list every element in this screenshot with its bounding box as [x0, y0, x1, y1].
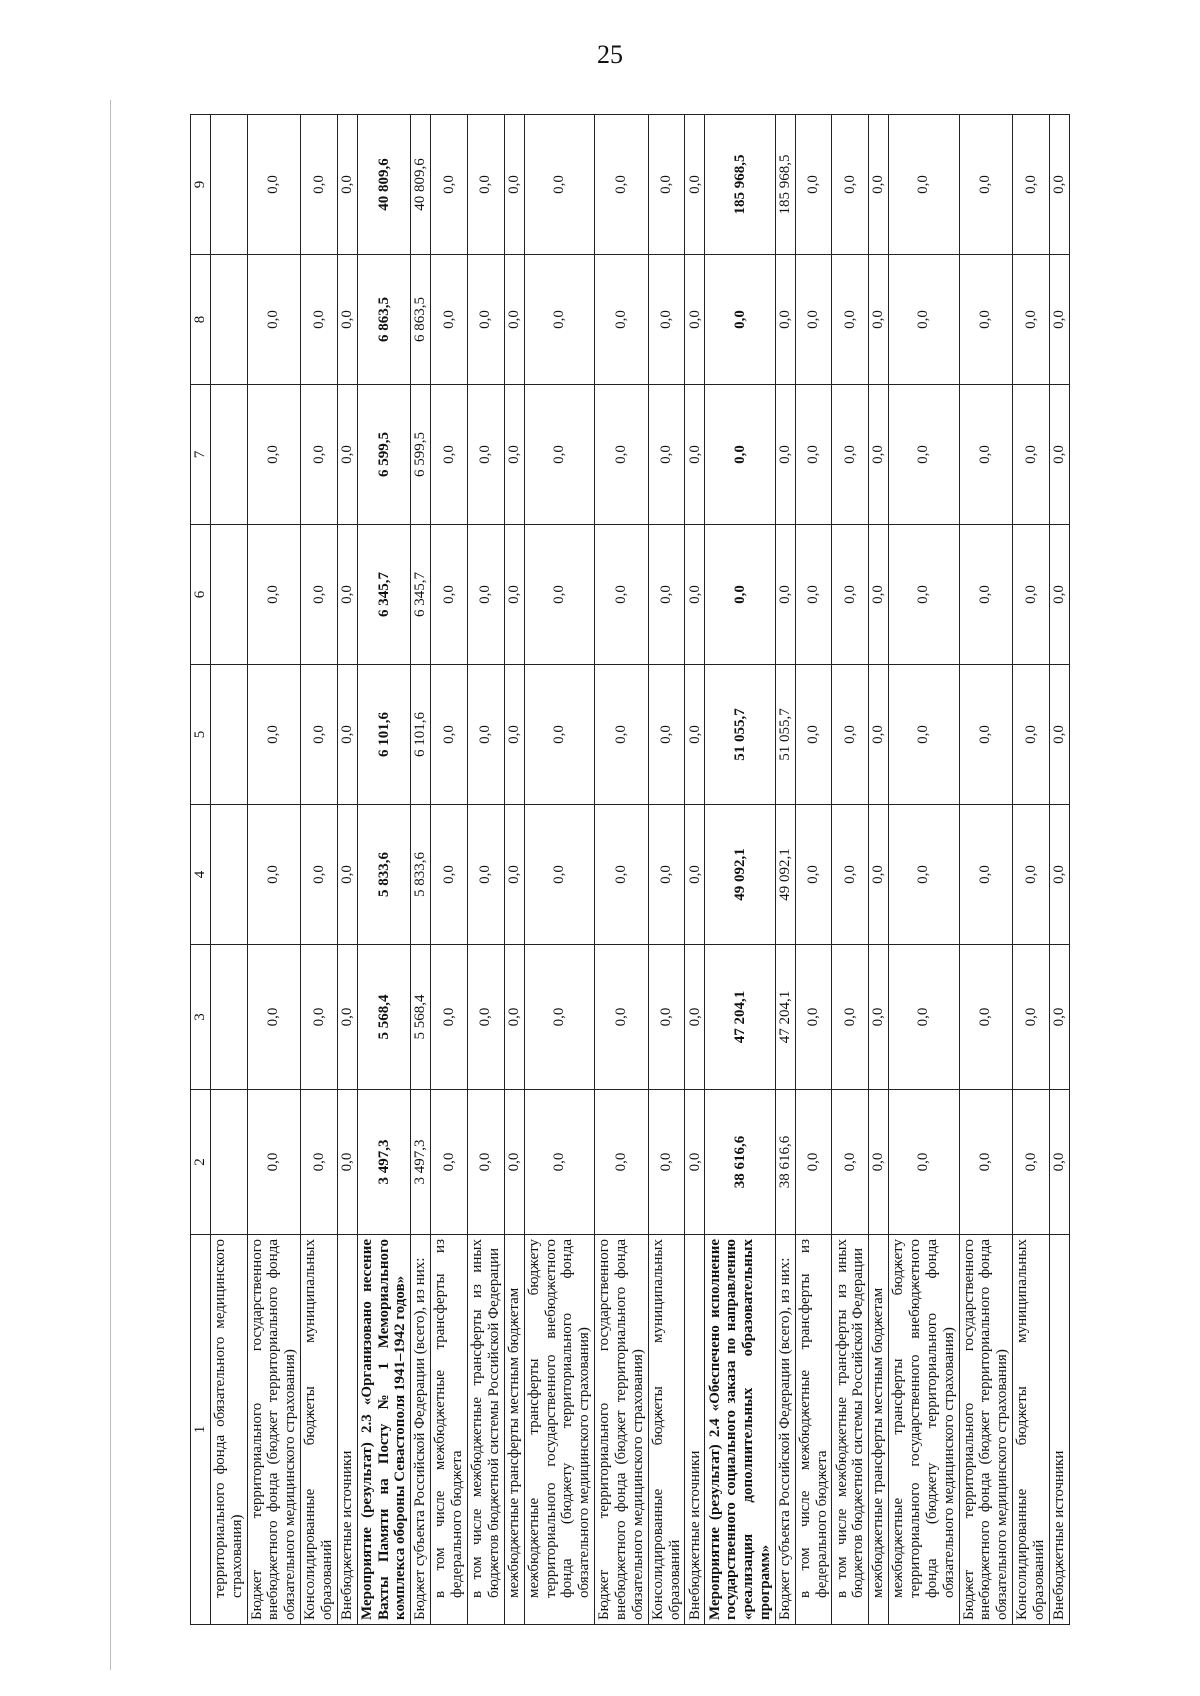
value-cell: 0,0 [959, 525, 1013, 665]
value-cell: 0,0 [705, 525, 775, 665]
value-cell: 0,0 [648, 805, 685, 945]
table-row [301, 115, 338, 1625]
table-row [468, 115, 505, 1625]
value-cell: 0,0 [869, 385, 889, 525]
table-row [889, 115, 959, 1625]
value-cell: 0,0 [524, 255, 594, 385]
row-label: Бюджет территориального государственного внебюджетного фонда (бюджет территориального фонда обязательного медицинского страхования) [959, 1235, 1013, 1625]
table-row [869, 115, 889, 1625]
row-label: в том числе межбюджетные трансферты из иных бюджетов бюджетной системы Российской Федерации [468, 1235, 505, 1625]
value-cell: 0,0 [648, 525, 685, 665]
row-label: Мероприятие (результат) 2.3 «Организовано несение Вахты Памяти на Посту № 1 Мемориального комплекса обороны Севастополя 1941–1942 годов» [357, 1235, 411, 1625]
value-cell: 0,0 [795, 665, 832, 805]
value-cell: 0,0 [959, 665, 1013, 805]
value-cell: 0,0 [648, 945, 685, 1090]
value-cell: 0,0 [595, 1090, 649, 1235]
value-cell: 0,0 [247, 945, 301, 1090]
row-label: Бюджет территориального государственного внебюджетного фонда (бюджет территориального фонда обязательного медицинского страхования) [595, 1235, 649, 1625]
value-cell: 47 204,1 [705, 945, 775, 1090]
value-cell: 0,0 [431, 665, 468, 805]
value-cell: 0,0 [832, 805, 869, 945]
value-cell: 5 568,4 [357, 945, 411, 1090]
value-cell: 0,0 [504, 665, 524, 805]
value-cell: 0,0 [431, 525, 468, 665]
value-cell: 0,0 [775, 255, 795, 385]
header-cell: 6 [191, 525, 211, 665]
value-cell: 0,0 [504, 1090, 524, 1235]
value-cell: 0,0 [685, 255, 705, 385]
value-cell: 185 968,5 [705, 115, 775, 255]
value-cell: 0,0 [889, 1090, 959, 1235]
value-cell: 0,0 [247, 115, 301, 255]
value-cell: 0,0 [524, 805, 594, 945]
value-cell: 0,0 [889, 115, 959, 255]
page-number: 25 [597, 40, 623, 69]
value-cell: 0,0 [337, 665, 357, 805]
value-cell: 0,0 [869, 255, 889, 385]
value-cell: 0,0 [869, 945, 889, 1090]
row-label: Бюджет субъекта Российской Федерации (всего), из них: [411, 1235, 431, 1625]
value-cell: 0,0 [337, 945, 357, 1090]
value-cell: 0,0 [705, 255, 775, 385]
row-label: в том числе межбюджетные трансферты из федерального бюджета [795, 1235, 832, 1625]
table-row [795, 115, 832, 1625]
table-body [210, 115, 1069, 1625]
row-label: Консолидированные бюджеты муниципальных образований [301, 1235, 338, 1625]
value-cell: 0,0 [1049, 945, 1069, 1090]
row-label: Бюджет субъекта Российской Федерации (всего), из них: [775, 1235, 795, 1625]
row-label: межбюджетные трансферты бюджету территориального государственного внебюджетного фонда (бюджету территориального фонда обязательного медицинского страхования) [889, 1235, 959, 1625]
value-cell [210, 525, 247, 665]
value-cell: 40 809,6 [411, 115, 431, 255]
header-row [191, 115, 211, 1625]
value-cell: 0,0 [595, 805, 649, 945]
value-cell: 0,0 [337, 805, 357, 945]
table-row [685, 115, 705, 1625]
value-cell: 0,0 [775, 525, 795, 665]
value-cell: 0,0 [504, 805, 524, 945]
value-cell: 6 599,5 [411, 385, 431, 525]
value-cell: 0,0 [795, 945, 832, 1090]
value-cell: 0,0 [832, 945, 869, 1090]
row-label: Консолидированные бюджеты муниципальных образований [648, 1235, 685, 1625]
value-cell: 0,0 [648, 1090, 685, 1235]
row-label: межбюджетные трансферты местным бюджетам [504, 1235, 524, 1625]
table-row [595, 115, 649, 1625]
value-cell: 0,0 [524, 945, 594, 1090]
value-cell: 0,0 [685, 805, 705, 945]
value-cell: 5 568,4 [411, 945, 431, 1090]
row-label: межбюджетные трансферты местным бюджетам [869, 1235, 889, 1625]
value-cell: 6 863,5 [357, 255, 411, 385]
value-cell: 0,0 [301, 805, 338, 945]
value-cell: 0,0 [832, 115, 869, 255]
value-cell: 0,0 [869, 525, 889, 665]
table-row [775, 115, 795, 1625]
row-label: Внебюджетные источники [685, 1235, 705, 1625]
value-cell: 0,0 [1049, 115, 1069, 255]
value-cell: 0,0 [504, 255, 524, 385]
value-cell [210, 115, 247, 255]
value-cell: 6 863,5 [411, 255, 431, 385]
value-cell: 0,0 [832, 525, 869, 665]
value-cell: 0,0 [869, 805, 889, 945]
value-cell: 0,0 [775, 385, 795, 525]
value-cell: 0,0 [959, 945, 1013, 1090]
value-cell: 6 599,5 [357, 385, 411, 525]
value-cell: 5 833,6 [357, 805, 411, 945]
value-cell: 0,0 [468, 385, 505, 525]
row-label: территориального фонда обязательного медицинского страхования) [210, 1235, 247, 1625]
value-cell: 0,0 [468, 805, 505, 945]
value-cell: 0,0 [468, 115, 505, 255]
value-cell [210, 945, 247, 1090]
value-cell: 0,0 [301, 1090, 338, 1235]
header-cell: 7 [191, 385, 211, 525]
funding-table [190, 114, 1070, 1625]
value-cell: 0,0 [1049, 385, 1069, 525]
value-cell: 0,0 [869, 115, 889, 255]
value-cell: 0,0 [595, 525, 649, 665]
value-cell: 6 101,6 [357, 665, 411, 805]
value-cell: 0,0 [795, 805, 832, 945]
value-cell: 0,0 [889, 385, 959, 525]
value-cell: 0,0 [795, 1090, 832, 1235]
value-cell: 0,0 [247, 255, 301, 385]
header-cell: 2 [191, 1090, 211, 1235]
table-row [524, 115, 594, 1625]
row-label: межбюджетные трансферты бюджету территориального государственного внебюджетного фонда (бюджету территориального фонда обязательного медицинского страхования) [524, 1235, 594, 1625]
value-cell: 0,0 [685, 385, 705, 525]
value-cell: 0,0 [468, 945, 505, 1090]
row-label: Внебюджетные источники [337, 1235, 357, 1625]
value-cell: 0,0 [301, 385, 338, 525]
value-cell: 0,0 [247, 665, 301, 805]
value-cell: 0,0 [685, 945, 705, 1090]
table-row [504, 115, 524, 1625]
value-cell: 0,0 [524, 115, 594, 255]
value-cell: 0,0 [595, 945, 649, 1090]
value-cell: 0,0 [795, 525, 832, 665]
table-row [431, 115, 468, 1625]
value-cell: 51 055,7 [775, 665, 795, 805]
value-cell: 0,0 [832, 255, 869, 385]
value-cell: 47 204,1 [775, 945, 795, 1090]
value-cell: 0,0 [832, 385, 869, 525]
value-cell: 0,0 [685, 665, 705, 805]
value-cell: 0,0 [1013, 115, 1050, 255]
table-row [357, 115, 411, 1625]
value-cell: 0,0 [337, 115, 357, 255]
value-cell: 0,0 [337, 385, 357, 525]
table-row [1013, 115, 1050, 1625]
value-cell: 0,0 [959, 1090, 1013, 1235]
value-cell: 0,0 [431, 945, 468, 1090]
value-cell: 0,0 [959, 385, 1013, 525]
value-cell: 0,0 [468, 665, 505, 805]
row-label: в том числе межбюджетные трансферты из иных бюджетов бюджетной системы Российской Федерации [832, 1235, 869, 1625]
value-cell: 0,0 [959, 115, 1013, 255]
value-cell: 0,0 [648, 385, 685, 525]
value-cell: 0,0 [301, 945, 338, 1090]
value-cell: 0,0 [504, 115, 524, 255]
table-row [648, 115, 685, 1625]
value-cell: 0,0 [524, 525, 594, 665]
value-cell: 0,0 [685, 1090, 705, 1235]
value-cell: 0,0 [504, 385, 524, 525]
row-label: Консолидированные бюджеты муниципальных образований [1013, 1235, 1050, 1625]
table-row [832, 115, 869, 1625]
rotated-table-container [190, 115, 1070, 1625]
value-cell: 6 345,7 [357, 525, 411, 665]
value-cell: 49 092,1 [705, 805, 775, 945]
value-cell: 0,0 [1013, 385, 1050, 525]
value-cell: 185 968,5 [775, 115, 795, 255]
row-label: в том числе межбюджетные трансферты из федерального бюджета [431, 1235, 468, 1625]
table-row [411, 115, 431, 1625]
value-cell: 0,0 [524, 385, 594, 525]
value-cell: 3 497,3 [411, 1090, 431, 1235]
value-cell: 0,0 [648, 115, 685, 255]
value-cell: 40 809,6 [357, 115, 411, 255]
table-row [337, 115, 357, 1625]
value-cell: 0,0 [832, 1090, 869, 1235]
value-cell: 0,0 [431, 385, 468, 525]
value-cell: 0,0 [1049, 525, 1069, 665]
value-cell: 0,0 [247, 805, 301, 945]
value-cell: 0,0 [431, 255, 468, 385]
value-cell [210, 1090, 247, 1235]
value-cell: 0,0 [795, 385, 832, 525]
value-cell: 0,0 [337, 255, 357, 385]
row-label: Внебюджетные источники [1049, 1235, 1069, 1625]
value-cell: 0,0 [595, 385, 649, 525]
value-cell: 6 101,6 [411, 665, 431, 805]
value-cell: 0,0 [959, 805, 1013, 945]
value-cell: 0,0 [889, 255, 959, 385]
value-cell [210, 385, 247, 525]
value-cell: 0,0 [685, 525, 705, 665]
value-cell: 0,0 [889, 525, 959, 665]
value-cell: 0,0 [1013, 1090, 1050, 1235]
value-cell: 0,0 [869, 665, 889, 805]
value-cell: 0,0 [832, 665, 869, 805]
value-cell: 0,0 [468, 525, 505, 665]
value-cell: 0,0 [504, 945, 524, 1090]
table-row [247, 115, 301, 1625]
value-cell: 0,0 [1013, 255, 1050, 385]
value-cell: 0,0 [1013, 945, 1050, 1090]
value-cell: 0,0 [301, 525, 338, 665]
header-cell: 9 [191, 115, 211, 255]
value-cell: 0,0 [504, 525, 524, 665]
value-cell: 0,0 [524, 665, 594, 805]
value-cell: 0,0 [685, 115, 705, 255]
header-cell: 1 [191, 1235, 211, 1625]
value-cell: 0,0 [301, 115, 338, 255]
row-label: Бюджет территориального государственного внебюджетного фонда (бюджет территориального фонда обязательного медицинского страхования) [247, 1235, 301, 1625]
row-label: Мероприятие (результат) 2.4 «Обеспечено исполнение государственного социального заказа по направлению «реализация дополнительных образовательных программ» [705, 1235, 775, 1625]
table-row [959, 115, 1013, 1625]
value-cell [210, 805, 247, 945]
value-cell: 0,0 [337, 1090, 357, 1235]
value-cell: 0,0 [1049, 255, 1069, 385]
margin-line [110, 100, 111, 1670]
value-cell: 0,0 [524, 1090, 594, 1235]
value-cell: 0,0 [648, 665, 685, 805]
value-cell: 38 616,6 [705, 1090, 775, 1235]
value-cell: 0,0 [247, 525, 301, 665]
value-cell: 0,0 [337, 525, 357, 665]
value-cell: 0,0 [1049, 1090, 1069, 1235]
value-cell: 0,0 [1013, 525, 1050, 665]
value-cell: 51 055,7 [705, 665, 775, 805]
value-cell: 0,0 [595, 115, 649, 255]
value-cell: 0,0 [431, 115, 468, 255]
value-cell: 0,0 [1013, 805, 1050, 945]
value-cell: 0,0 [795, 255, 832, 385]
value-cell: 0,0 [795, 115, 832, 255]
value-cell: 0,0 [1049, 665, 1069, 805]
value-cell: 5 833,6 [411, 805, 431, 945]
header-cell: 5 [191, 665, 211, 805]
value-cell: 49 092,1 [775, 805, 795, 945]
value-cell: 0,0 [247, 1090, 301, 1235]
value-cell: 0,0 [889, 665, 959, 805]
value-cell: 0,0 [889, 945, 959, 1090]
value-cell: 0,0 [705, 385, 775, 525]
value-cell [210, 665, 247, 805]
value-cell: 6 345,7 [411, 525, 431, 665]
table-row [705, 115, 775, 1625]
value-cell: 0,0 [1049, 805, 1069, 945]
header-cell: 3 [191, 945, 211, 1090]
value-cell: 0,0 [595, 255, 649, 385]
value-cell: 0,0 [468, 1090, 505, 1235]
value-cell: 0,0 [431, 1090, 468, 1235]
value-cell: 38 616,6 [775, 1090, 795, 1235]
value-cell: 0,0 [301, 255, 338, 385]
table-row [210, 115, 247, 1625]
value-cell [210, 255, 247, 385]
value-cell: 0,0 [431, 805, 468, 945]
value-cell: 0,0 [301, 665, 338, 805]
value-cell: 0,0 [959, 255, 1013, 385]
value-cell: 0,0 [595, 665, 649, 805]
value-cell: 0,0 [1013, 665, 1050, 805]
value-cell: 0,0 [889, 805, 959, 945]
value-cell: 0,0 [247, 385, 301, 525]
value-cell: 0,0 [869, 1090, 889, 1235]
value-cell: 0,0 [468, 255, 505, 385]
table-row [1049, 115, 1069, 1625]
header-cell: 4 [191, 805, 211, 945]
header-cell: 8 [191, 255, 211, 385]
value-cell: 0,0 [648, 255, 685, 385]
value-cell: 3 497,3 [357, 1090, 411, 1235]
